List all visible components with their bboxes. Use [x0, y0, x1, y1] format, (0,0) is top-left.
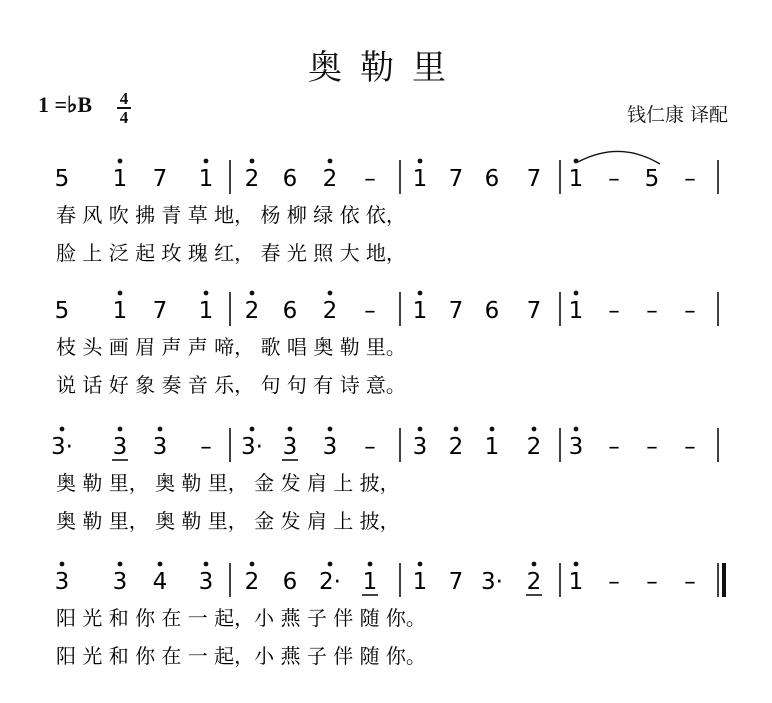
note: 1 [568, 569, 584, 595]
high-octave-dot [118, 159, 123, 164]
high-octave-dot [250, 427, 255, 432]
lyric-line: 说 话 好 象 奏 音 乐， 句 句 有 诗 意。 [56, 373, 406, 397]
note: 2 [526, 569, 542, 595]
note: 7 [448, 298, 464, 324]
high-octave-dot [158, 427, 163, 432]
lyric-line: 阳 光 和 你 在 一 起，小 燕 子 伴 随 你。 [56, 644, 426, 668]
note: 3 [54, 569, 70, 595]
translator-credit: 钱仁康 译配 [626, 104, 728, 126]
high-octave-dot [204, 562, 209, 567]
note: 2 [322, 298, 338, 324]
note: 6 [484, 298, 500, 324]
note: – [608, 298, 620, 324]
note: 1 [412, 298, 428, 324]
note: – [684, 298, 696, 324]
note: 2 [448, 434, 464, 460]
tie-arc [578, 151, 660, 164]
high-octave-dot [574, 291, 579, 296]
note: 3· [51, 434, 73, 460]
high-octave-dot [574, 427, 579, 432]
note: 1 [412, 166, 428, 192]
note: 7 [526, 298, 542, 324]
note: 2· [319, 569, 341, 595]
high-octave-dot [158, 562, 163, 567]
note: 7 [152, 166, 168, 192]
note: 5 [54, 166, 70, 192]
high-octave-dot [490, 427, 495, 432]
note: 2 [526, 434, 542, 460]
high-octave-dot [418, 427, 423, 432]
high-octave-dot [418, 291, 423, 296]
time-signature-bottom: 4 [119, 108, 129, 127]
note: 6 [282, 298, 298, 324]
note: 4 [152, 569, 168, 595]
high-octave-dot [250, 291, 255, 296]
high-octave-dot [454, 427, 459, 432]
note: 2 [244, 298, 260, 324]
note: 1 [412, 569, 428, 595]
song-title: 奥勒里 [308, 48, 464, 88]
lyric-line: 奥 勒 里， 奥 勒 里， 金 发 肩 上 披， [56, 509, 400, 533]
note: – [684, 434, 696, 460]
note: – [364, 298, 376, 324]
note: – [684, 569, 696, 595]
note: 3 [112, 569, 128, 595]
lyric-line: 脸 上 泛 起 玫 瑰 红， 春 光 照 大 地， [56, 241, 406, 265]
note: 3 [322, 434, 338, 460]
high-octave-dot [418, 562, 423, 567]
note: – [364, 166, 376, 192]
note: 3 [112, 434, 128, 460]
lyric-line: 枝 头 画 眉 声 声 啼， 歌 唱 奥 勒 里。 [56, 335, 406, 359]
high-octave-dot [328, 562, 333, 567]
note: – [684, 166, 696, 192]
note: 3 [152, 434, 168, 460]
note: 3 [198, 569, 214, 595]
high-octave-dot [532, 427, 537, 432]
high-octave-dot [328, 159, 333, 164]
note: 5 [644, 166, 660, 192]
high-octave-dot [250, 159, 255, 164]
high-octave-dot [288, 427, 293, 432]
note: 2 [244, 569, 260, 595]
note: 1 [362, 569, 378, 595]
note: – [608, 569, 620, 595]
note: 1 [112, 166, 128, 192]
high-octave-dot [532, 562, 537, 567]
high-octave-dot [60, 562, 65, 567]
high-octave-dot [328, 291, 333, 296]
note: – [364, 434, 376, 460]
note: – [646, 434, 658, 460]
note: 2 [244, 166, 260, 192]
note: 3 [412, 434, 428, 460]
note: 7 [152, 298, 168, 324]
high-octave-dot [204, 159, 209, 164]
note: 1 [568, 166, 584, 192]
note: 1 [198, 166, 214, 192]
lyric-line: 阳 光 和 你 在 一 起，小 燕 子 伴 随 你。 [56, 606, 426, 630]
note: 7 [448, 569, 464, 595]
note: – [646, 569, 658, 595]
note: 6 [484, 166, 500, 192]
lyric-line: 奥 勒 里， 奥 勒 里， 金 发 肩 上 披， [56, 471, 400, 495]
high-octave-dot [204, 291, 209, 296]
note: 6 [282, 166, 298, 192]
note: – [608, 166, 620, 192]
note: – [200, 434, 212, 460]
high-octave-dot [574, 159, 579, 164]
note: 5 [54, 298, 70, 324]
high-octave-dot [118, 562, 123, 567]
note: – [646, 298, 658, 324]
high-octave-dot [368, 562, 373, 567]
high-octave-dot [60, 427, 65, 432]
high-octave-dot [328, 427, 333, 432]
high-octave-dot [250, 562, 255, 567]
note: 1 [484, 434, 500, 460]
note: 3 [282, 434, 298, 460]
note: 7 [526, 166, 542, 192]
time-signature-top: 4 [119, 89, 129, 108]
high-octave-dot [418, 159, 423, 164]
note: 3 [568, 434, 584, 460]
key-signature: 1 =♭B [38, 92, 93, 117]
high-octave-dot [118, 427, 123, 432]
lyric-line: 春 风 吹 拂 青 草 地， 杨 柳 绿 依 依， [56, 203, 406, 227]
note: 2 [322, 166, 338, 192]
high-octave-dot [118, 291, 123, 296]
note: – [608, 434, 620, 460]
note: 3· [241, 434, 263, 460]
note: 1 [198, 298, 214, 324]
note: 1 [112, 298, 128, 324]
note: 6 [282, 569, 298, 595]
high-octave-dot [574, 562, 579, 567]
note: 1 [568, 298, 584, 324]
note: 7 [448, 166, 464, 192]
note: 3· [481, 569, 503, 595]
